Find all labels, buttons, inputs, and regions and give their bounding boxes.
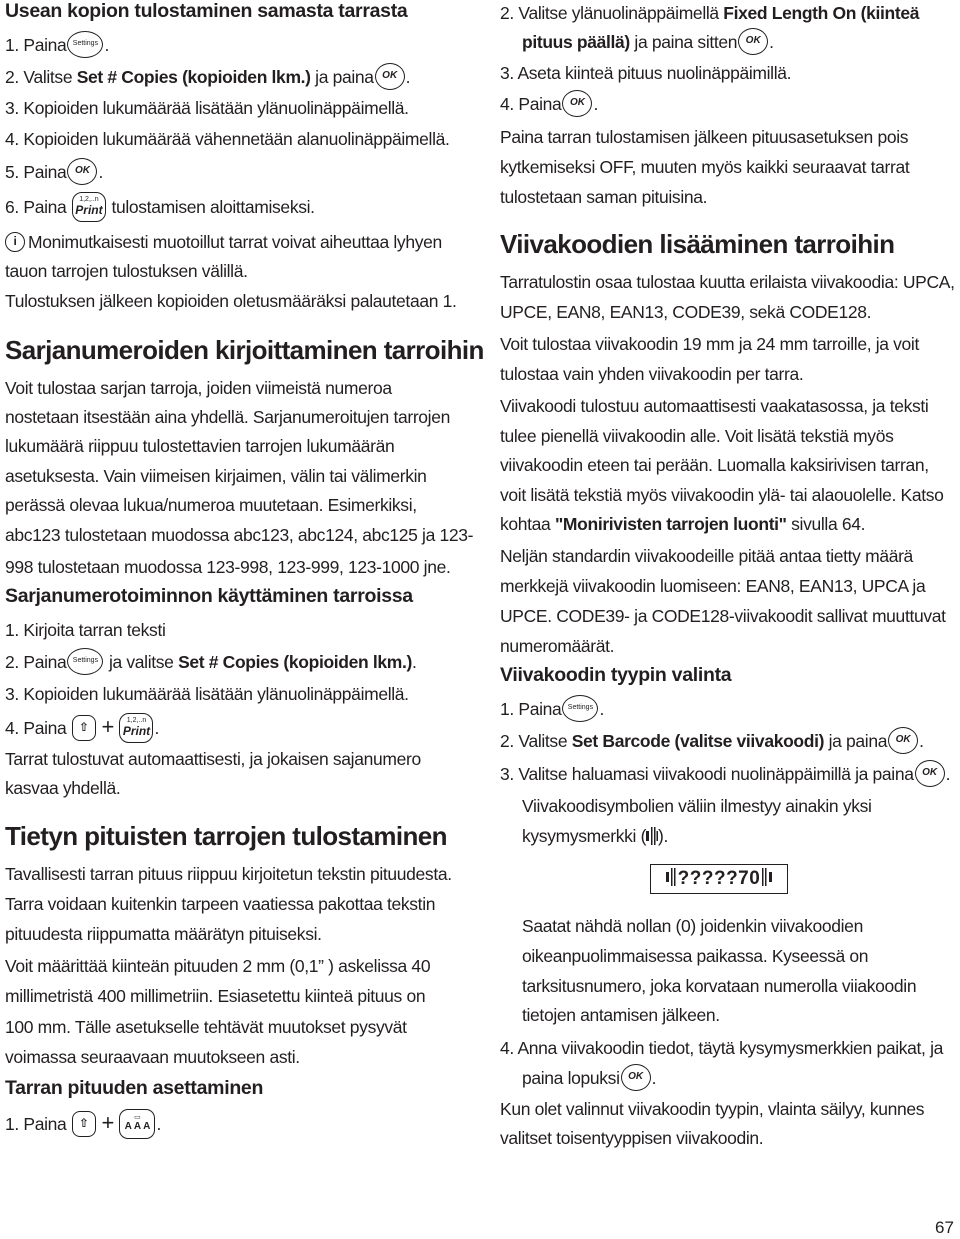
ok-key-icon: OK [562, 90, 592, 117]
ok-key-icon: OK [375, 63, 405, 90]
serial-heading: Sarjanumeroiden kirjoittaminen tarroihin [5, 335, 484, 365]
zero-note-line: oikeanpuolimmaisessa paikassa. Kyseessä on [522, 946, 869, 966]
serial-text-line: Voit tulostaa sarjan tarroja, joiden viimeistä numeroa [5, 378, 392, 398]
type-step-4-line-2: paina lopuksi OK . [522, 1067, 656, 1091]
settings-key-icon: Settings [562, 695, 598, 722]
zero-note-line: Saatat nähdä nollan (0) joidenkin viivakoodien [522, 916, 863, 936]
serial-step-3: 3. Kopioiden lukumäärää lisätään ylänuolinäppäimellä. [5, 684, 409, 704]
barcode-text-line: voit lisätä tekstiä myös viivakoodin ylä- tai alaouolelle. Katso [500, 485, 944, 505]
fixed-text-line: Tavallisesti tarran pituus riippuu kirjoitetun tekstin pituudesta. [5, 864, 452, 884]
serial-text-line: abc123 tulostetaan muodossa abc123, abc124, abc125 ja 123- [5, 525, 474, 545]
settings-key-icon: Settings [67, 648, 103, 675]
copies-step-4: 4. Kopioiden lukumäärää vähennetään alanuolinäppäimellä. [5, 129, 450, 149]
length-step-1: 1. Paina ⇧ + ▭ A A A . [5, 1112, 161, 1139]
barcode-display-text: ?????70 [677, 868, 761, 889]
copies-step-6: 6. Paina 1,2,..n Print tulostamisen aloittamiseksi. [5, 195, 315, 222]
ok-key-icon: OK [915, 760, 945, 787]
length-heading: Tarran pituuden asettaminen [5, 1077, 264, 1099]
settings-key-icon: Settings [67, 31, 103, 58]
type-step-3: 3. Valitse haluamasi viivakoodi nuolinäppäimillä ja paina OK . [500, 763, 950, 787]
print-key-icon: 1,2,..n Print [72, 192, 106, 222]
print-key-icon: 1,2,..n Print [119, 713, 153, 743]
fixed-text-line: 100 mm. Tälle asetukselle tehtävät muutokset pysyvät [5, 1017, 407, 1037]
barcode-text-line: Voit tulostaa viivakoodin 19 mm ja 24 mm tarroille, ja voit [500, 334, 919, 354]
barcode-text2-line: numeromäärät. [500, 636, 615, 656]
info-note-line-2: tauon tarrojen tulostuksen välillä. [5, 261, 248, 281]
length-step-2-line-1: 2. Valitse ylänuolinäppäimellä Fixed Length On (kiinteä [500, 3, 920, 23]
serial-text-line: lukumäärä riippuu tulostettavien tarrojen lukumäärän [5, 436, 395, 456]
serial-text-line: perässä olevaa lukua/numeroa muutetaan. Esimerkiksi, [5, 495, 417, 515]
closing-line: valitset toisentyyppisen viivakoodin. [500, 1128, 764, 1148]
barcode-text-line: tulee pienellä viivakoodin alle. Voit lisätä tekstiä myös [500, 426, 894, 446]
type-step-1: 1. Paina Settings . [500, 698, 604, 722]
ok-key-icon: OK [67, 158, 97, 185]
ok-key-icon: OK [621, 1064, 651, 1091]
barcode-heading: Viivakoodien lisääminen tarroihin [500, 229, 895, 259]
fixed-text-line: Tarra voidaan kuitenkin tarpeen vaatiessa pakottaa tekstin [5, 894, 436, 914]
barcode-separator-icon [760, 868, 772, 886]
text-size-key-icon: ▭ A A A [119, 1109, 155, 1139]
length-step-3: 3. Aseta kiinteä pituus nuolinäppäimillä. [500, 63, 792, 83]
barcode-text2-line: merkkejä viivakoodin luomiseen: EAN8, EAN13, UPCA ja [500, 576, 926, 596]
serial-text-line: asetuksesta. Vain viimeisen kirjaimen, välin tai välimerkin [5, 466, 427, 486]
copies-heading: Usean kopion tulostaminen samasta tarrasta [5, 0, 408, 22]
barcode-ref-line: kohtaa "Monirivisten tarrojen luonti" sivulla 64. [500, 514, 866, 534]
shift-key-icon: ⇧ [72, 715, 96, 741]
serial-step-2: 2. Paina Settings ja valitse Set # Copies (kopioiden lkm.). [5, 651, 417, 675]
copies-step-2: 2. Valitse Set # Copies (kopioiden lkm.) ja paina OK . [5, 66, 410, 90]
info-note-line-3: Tulostuksen jälkeen kopioiden oletusmääräksi palautetaan 1. [5, 291, 457, 311]
copies-step-5: 5. Paina OK . [5, 161, 103, 185]
fixed-length-heading: Tietyn pituisten tarrojen tulostaminen [5, 821, 447, 851]
barcode-text-line: Viivakoodi tulostuu automaattisesti vaakatasossa, ja teksti [500, 396, 929, 416]
serial-result-line: Tarrat tulostuvat automaattisesti, ja jokaisen sajanumero [5, 749, 421, 769]
zero-note-line: tietojen antamisen jälkeen. [522, 1005, 720, 1025]
barcode-text-line: tulostaa vain yhden viivakoodin per tarra. [500, 364, 804, 384]
barcode-separator-icon [666, 868, 678, 886]
barcode-separator-icon [646, 827, 658, 845]
copies-step-1: 1. Paina Settings . [5, 34, 109, 58]
barcode-text-line: UPCE, EAN8, EAN13, CODE39, sekä CODE128. [500, 302, 872, 322]
barcode-type-heading: Viivakoodin tyypin valinta [500, 664, 732, 686]
serial-use-heading: Sarjanumerotoiminnon käyttäminen tarroissa [5, 585, 413, 607]
serial-step-4: 4. Paina ⇧ + 1,2,..n Print . [5, 716, 159, 743]
serial-text-line: nostetaan itsestään aina yhdellä. Sarjanumeroitujen tarrojen [5, 407, 450, 427]
type-step-4-line-1: 4. Anna viivakoodin tiedot, täytä kysymysmerkkien paikat, ja [500, 1038, 943, 1058]
barcode-display-box [650, 864, 788, 894]
barcode-text-line: viivakoodin eteen tai perään. Luomalla kaksirivisen tarran, [500, 455, 929, 475]
length-step-4: 4. Paina OK . [500, 93, 598, 117]
type-step-3-line-3: kysymysmerkki ( ). [522, 826, 669, 846]
ok-key-icon: OK [888, 727, 918, 754]
info-note-line-1: i Monimutkaisesti muotoillut tarrat voivat aiheuttaa lyhyen [5, 231, 442, 253]
length-step-2-line-2: pituus päällä) ja paina sitten OK . [522, 31, 774, 55]
serial-result-line: kasvaa yhdellä. [5, 778, 121, 798]
type-step-3-line-2: Viivakoodisymbolien väliin ilmestyy ainakin yksi [522, 796, 872, 816]
fixed-text-line: pituudesta riippumatta määrätyn pituiseksi. [5, 924, 322, 944]
type-step-2: 2. Valitse Set Barcode (valitse viivakoodi) ja paina OK . [500, 730, 924, 754]
length-note-line: tulostetaan saman pituisina. [500, 187, 708, 207]
fixed-text-line: Voit määrittää kiinteän pituuden 2 mm (0,1” ) askelissa 40 [5, 956, 431, 976]
length-note-line: Paina tarran tulostamisen jälkeen pituusasetuksen pois [500, 127, 909, 147]
shift-key-icon: ⇧ [72, 1111, 96, 1137]
length-note-line: kytkemiseksi OFF, muuten myös kaikki seuraavat tarrat [500, 157, 910, 177]
zero-note-line: tarksitusnumero, joka korvataan numerolla viiakoodin [522, 976, 917, 996]
serial-step-1: 1. Kirjoita tarran teksti [5, 620, 166, 640]
page-number: 67 [935, 1218, 954, 1237]
fixed-text-line: millimetristä 400 millimetriin. Esiasetettu kiinteä pituus on [5, 986, 426, 1006]
serial-text-line: 998 tulostetaan muodossa 123-998, 123-999, 123-1000 jne. [5, 557, 451, 577]
info-icon: i [5, 232, 25, 252]
fixed-text-line: voimassa seuraavaan muutokseen asti. [5, 1047, 300, 1067]
barcode-text-line: Tarratulostin osaa tulostaa kuutta erilaista viivakoodia: UPCA, [500, 272, 955, 292]
barcode-text2-line: Neljän standardin viivakoodeille pitää antaa tietty määrä [500, 546, 913, 566]
copies-step-3: 3. Kopioiden lukumäärää lisätään ylänuolinäppäimellä. [5, 98, 409, 118]
ok-key-icon: OK [738, 28, 768, 55]
closing-line: Kun olet valinnut viivakoodin tyypin, vlainta säilyy, kunnes [500, 1099, 925, 1119]
barcode-text2-line: UPCE. CODE39- ja CODE128-viivakoodit sallivat muuttuvat [500, 606, 946, 626]
